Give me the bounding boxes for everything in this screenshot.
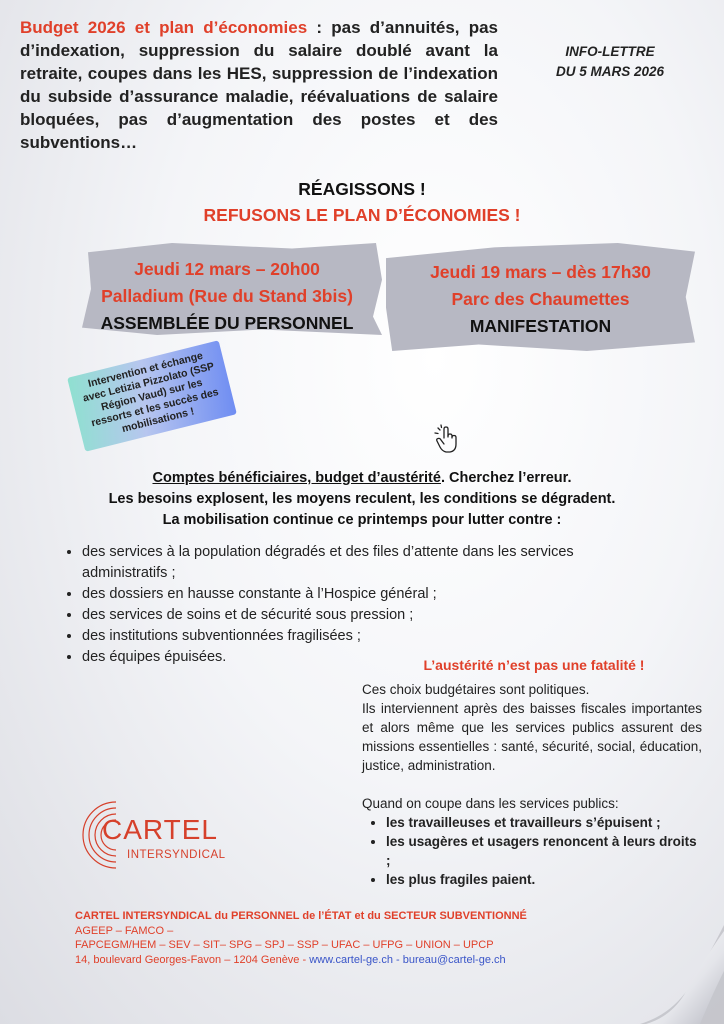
call-to-action xyxy=(0,176,724,228)
consequences-list xyxy=(362,813,702,889)
intervention-sticker: Intervention et échange avec Letizia Pizzolato (SSP Région Vaud) sur les ressorts et les succès des mobilisations ! xyxy=(67,340,237,451)
austerity-p3: Quand on coupe dans les services publics: xyxy=(362,796,619,811)
footer xyxy=(75,909,575,967)
list-item: • des dossiers en hausse constante à l’Hospice général ; xyxy=(82,584,642,605)
mobilisation-text xyxy=(0,468,724,531)
logo-word-intersyndical: INTERSYNDICAL xyxy=(127,849,226,861)
austerity-p1: Ces choix budgétaires sont politiques. xyxy=(362,682,590,697)
call-line2: REFUSONS LE PLAN D’ÉCONOMIES ! xyxy=(203,205,521,225)
logo-word-cartel: CARTEL xyxy=(102,814,218,845)
grievance-list xyxy=(60,542,642,668)
mid-line1 xyxy=(0,468,724,489)
pointing-hand-icon xyxy=(431,424,461,456)
list-item: • les plus fragiles paient. xyxy=(386,870,702,889)
footer-address: 14, boulevard Georges-Favon – 1204 Genève - xyxy=(75,953,310,966)
info-lettre-line1: INFO-LETTRE xyxy=(565,44,655,59)
footer-links[interactable]: www.cartel-ge.ch - bureau@cartel-ge.ch xyxy=(309,953,506,966)
event1-place: Palladium (Rue du Stand 3bis) xyxy=(101,286,353,306)
info-lettre-label xyxy=(520,42,700,82)
list-item: • les usagères et usagers renoncent à leurs droits ; xyxy=(386,832,702,870)
info-lettre-date: DU 5 MARS 2026 xyxy=(555,64,665,79)
footer-org: CARTEL INTERSYNDICAL du PERSONNEL de l’ÉTAT et du SECTEUR SUBVENTIONNÉ xyxy=(75,910,527,922)
event1-date: Jeudi 12 mars – 20h00 xyxy=(134,259,320,279)
intro-highlight: Budget 2026 et plan d’économies xyxy=(20,18,308,37)
list-item: • des institutions subventionnées fragilisées ; xyxy=(82,626,642,647)
event-manifestation xyxy=(386,259,695,340)
event1-name: ASSEMBLÉE DU PERSONNEL xyxy=(100,313,354,333)
footer-unions: FAPCEGM/HEM – SEV – SIT– SPG – SPJ – SSP – UFAC – UFPG – UNION – UPCP xyxy=(75,939,494,951)
event2-place: Parc des Chaumettes xyxy=(451,289,630,309)
mid-line2: Les besoins explosent, les moyens reculent, les conditions se dégradent. xyxy=(108,491,616,507)
footer-line2: AGEEP – FAMCO – xyxy=(75,924,174,937)
austerity-p2: Ils interviennent après des baisses fiscales importantes et alors même que les services publics assurent des missions essentielles : santé, sécurité, social, éducation, justice, administration. xyxy=(362,701,702,773)
event2-date: Jeudi 19 mars – dès 17h30 xyxy=(430,262,651,282)
list-item: • des équipes épuisées. xyxy=(82,647,642,668)
page-curl xyxy=(640,925,724,1024)
list-item: • des services de soins et de sécurité sous pression ; xyxy=(82,605,642,626)
austerity-section xyxy=(362,656,702,889)
austerity-title: L’austérité n’est pas une fatalité ! xyxy=(423,657,645,673)
mid-line3: La mobilisation continue ce printemps pour lutter contre : xyxy=(162,512,562,528)
intro-paragraph xyxy=(20,16,498,154)
event2-name: MANIFESTATION xyxy=(469,316,612,336)
call-line1: RÉAGISSONS ! xyxy=(298,179,426,199)
mid-underlined: Comptes bénéficiaires, budget d’austérité xyxy=(152,470,441,486)
event-assemblee xyxy=(72,256,382,337)
list-item: • les travailleuses et travailleurs s’épuisent ; xyxy=(386,813,702,832)
list-item: • des services à la population dégradés et des files d’attente dans les services administratifs ; xyxy=(82,542,642,584)
footer-address-line xyxy=(75,953,575,968)
intro-text: : pas d’annuités, pas d’indexation, suppression du salaire doublé avant la retraite, coupes dans les HES, suppression de l’indexation du subside d’assurance maladie, réévaluations de salaire bloquées, pas d’augmentation des postes et des subventions… xyxy=(20,18,498,152)
mid-after: . Cherchez l’erreur. xyxy=(440,470,572,486)
